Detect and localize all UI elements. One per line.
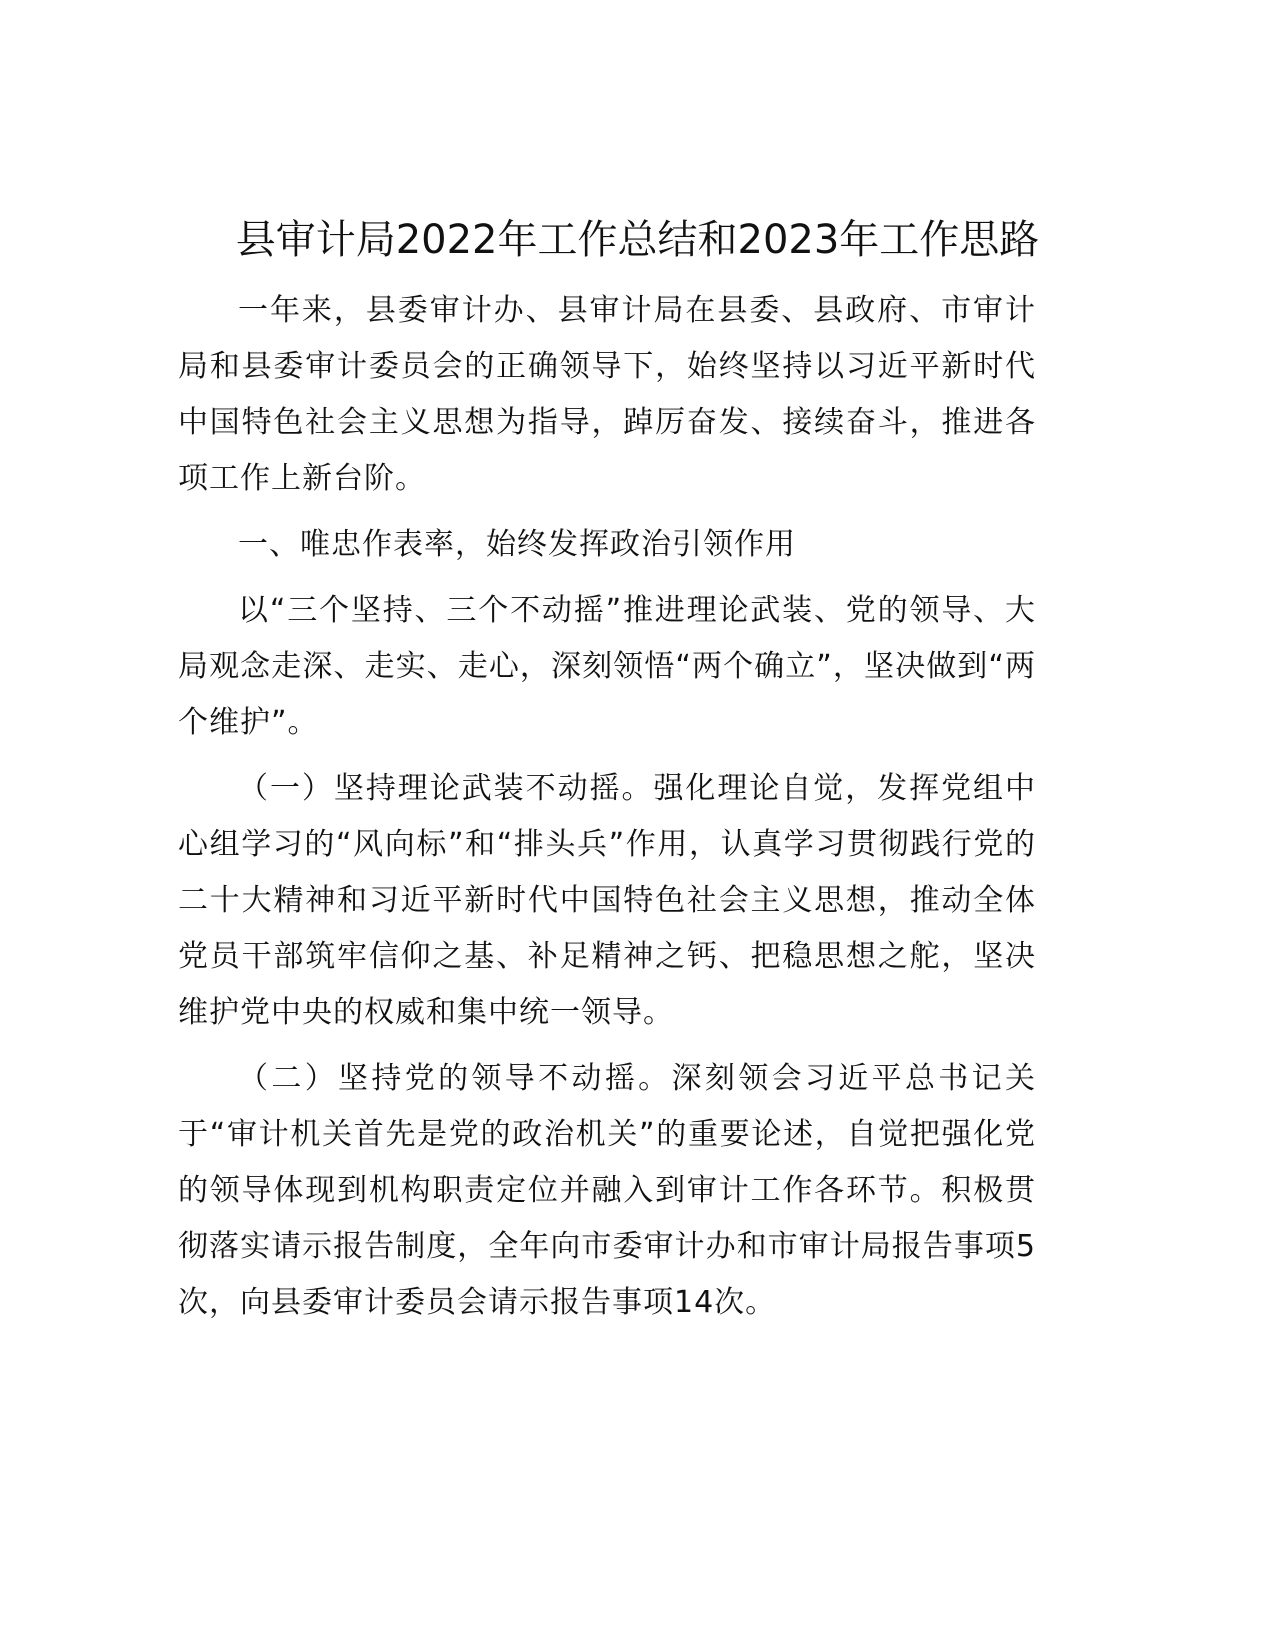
document-body [178,283,1036,1341]
intro-paragraph: 一年来，县委审计办、县审计局在县委、县政府、市审计局和县委审计委员会的正确领导下，始终坚持以习近平新时代中国特色社会主义思想为指导，踔厉奋发、接续奋斗，推进各项工作上新台阶。 [178,293,1036,496]
section-1-paragraph: 以“三个坚持、三个不动摇”推进理论武装、党的领导、大局观念走深、走实、走心，深刻领悟“两个确立”，坚决做到“两个维护”。 [178,593,1036,740]
subsection-2-paragraph: （二）坚持党的领导不动摇。深刻领会习近平总书记关于“审计机关首先是党的政治机关”的重要论述，自觉把强化党的领导体现到机构职责定位并融入到审计工作各环节。积极贯彻落实请示报告制度，全年向市委审计办和市审计局报告事项5次，向县委审计委员会请示报告事项14次。 [178,1061,1036,1320]
section-heading-1: 一、唯忠作表率，始终发挥政治引领作用 [238,527,796,562]
subsection-1-paragraph: （一）坚持理论武装不动摇。强化理论自觉，发挥党组中心组学习的“风向标”和“排头兵”作用，认真学习贯彻践行党的二十大精神和习近平新时代中国特色社会主义思想，推动全体党员干部筑牢信仰之基、补足精神之钙、把稳思想之舵，坚决维护党中央的权威和集中统一领导。 [178,771,1036,1030]
document-title: 县审计局2022年工作总结和2023年工作思路 [235,217,1040,263]
